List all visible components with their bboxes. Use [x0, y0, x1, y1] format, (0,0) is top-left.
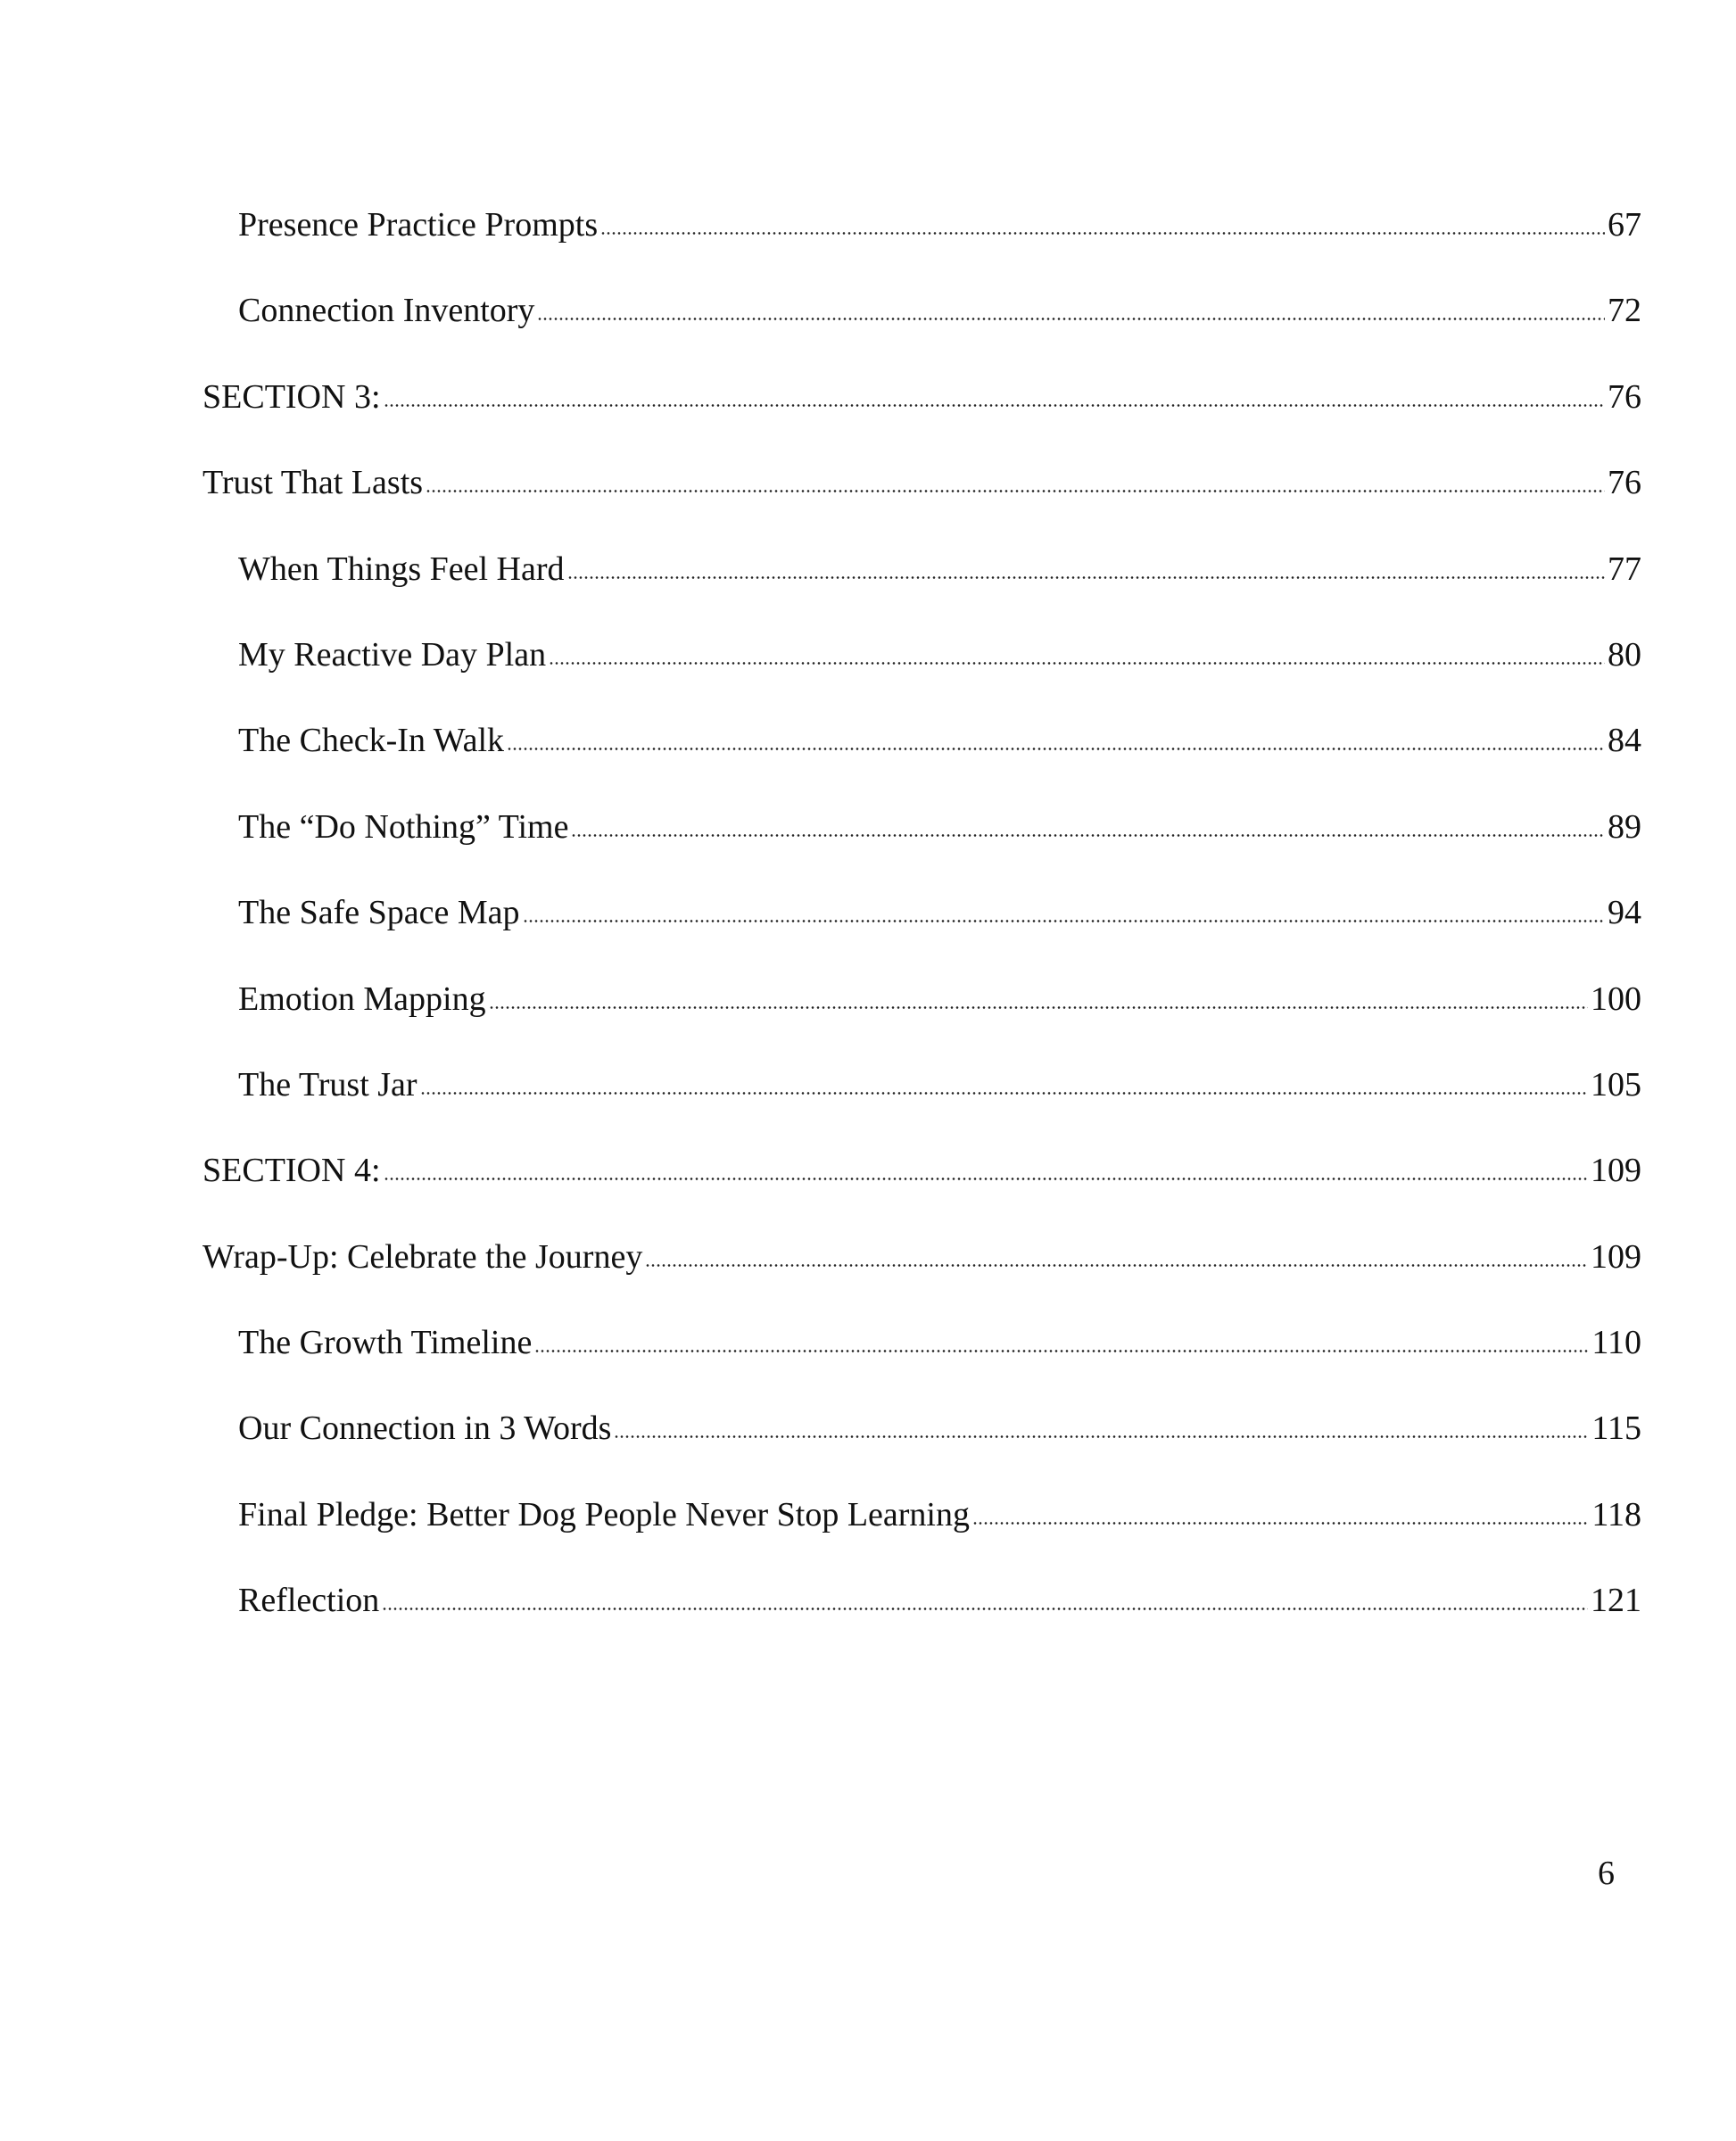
toc-entry[interactable] — [0, 881, 1736, 967]
toc-entry-page: 115 — [1591, 1409, 1641, 1448]
toc-entry-page: 76 — [1608, 377, 1641, 416]
toc-entry[interactable] — [0, 194, 1736, 279]
toc-entry-page: 80 — [1608, 635, 1641, 674]
dot-leader — [384, 401, 1606, 408]
toc-entry-title: The Safe Space Map — [238, 894, 520, 932]
toc-entry-title: Reflection — [238, 1582, 380, 1620]
table-of-contents — [0, 194, 1736, 1656]
dot-leader — [523, 916, 1606, 923]
toc-entry-page: 89 — [1608, 807, 1641, 846]
toc-entry[interactable] — [0, 1484, 1736, 1569]
dot-leader — [384, 1174, 1589, 1181]
toc-entry-title: The Check-In Walk — [238, 722, 505, 760]
dot-leader — [534, 1346, 1589, 1353]
toc-entry[interactable] — [0, 796, 1736, 881]
dot-leader — [567, 573, 1606, 580]
toc-entry-title: Presence Practice Prompts — [238, 206, 599, 244]
toc-entry-title: SECTION 3: — [203, 377, 381, 416]
dot-leader — [507, 744, 1605, 751]
toc-entry-page: 110 — [1591, 1324, 1641, 1362]
toc-entry[interactable] — [0, 968, 1736, 1054]
toc-entry-page: 84 — [1608, 722, 1641, 760]
toc-entry-page: 105 — [1591, 1065, 1641, 1104]
toc-entry[interactable] — [0, 451, 1736, 537]
dot-leader — [489, 1003, 1588, 1010]
toc-entry-title: Emotion Mapping — [238, 980, 486, 1018]
toc-entry-title: When Things Feel Hard — [238, 550, 565, 588]
dot-leader — [537, 314, 1605, 321]
toc-entry-title: The Trust Jar — [238, 1065, 417, 1104]
toc-entry-title: Final Pledge: Better Dog People Never Stop Learning — [238, 1495, 970, 1533]
dot-leader — [426, 486, 1605, 493]
toc-entry[interactable] — [0, 1226, 1736, 1311]
toc-entry-title: The Growth Timeline — [238, 1324, 533, 1362]
toc-entry[interactable] — [0, 1139, 1736, 1225]
toc-entry-page: 109 — [1591, 1237, 1641, 1276]
toc-entry[interactable] — [0, 279, 1736, 365]
toc-entry-title: My Reactive Day Plan — [238, 635, 547, 674]
dot-leader — [645, 1261, 1588, 1268]
toc-entry-title: Connection Inventory — [238, 292, 535, 330]
toc-entry[interactable] — [0, 1311, 1736, 1397]
toc-entry-page: 121 — [1591, 1582, 1641, 1620]
toc-entry-title: SECTION 4: — [203, 1152, 381, 1190]
toc-entry-page: 67 — [1608, 206, 1641, 244]
toc-entry[interactable] — [0, 1397, 1736, 1483]
toc-entry[interactable] — [0, 538, 1736, 624]
dot-leader — [420, 1088, 1588, 1095]
dot-leader — [600, 228, 1605, 236]
toc-entry[interactable] — [0, 1569, 1736, 1655]
dot-leader — [571, 831, 1605, 838]
toc-entry-page: 100 — [1591, 980, 1641, 1018]
toc-entry-page: 72 — [1608, 292, 1641, 330]
toc-entry[interactable] — [0, 1054, 1736, 1139]
toc-entry-page: 94 — [1608, 894, 1641, 932]
toc-entry-title: Trust That Lasts — [203, 464, 424, 502]
toc-entry-title: The “Do Nothing” Time — [238, 807, 569, 846]
toc-entry-page: 77 — [1608, 550, 1641, 588]
toc-entry[interactable] — [0, 624, 1736, 709]
toc-entry-page: 76 — [1608, 464, 1641, 502]
toc-entry[interactable] — [0, 709, 1736, 795]
toc-entry-page: 109 — [1591, 1152, 1641, 1190]
dot-leader — [972, 1518, 1589, 1525]
toc-entry[interactable] — [0, 366, 1736, 451]
toc-entry-title: Wrap-Up: Celebrate the Journey — [203, 1237, 643, 1276]
dot-leader — [382, 1604, 1588, 1611]
dot-leader — [614, 1432, 1589, 1439]
dot-leader — [549, 658, 1605, 665]
toc-entry-title: Our Connection in 3 Words — [238, 1409, 612, 1448]
page-number: 6 — [1598, 1855, 1615, 1892]
toc-entry-page: 118 — [1591, 1495, 1641, 1533]
